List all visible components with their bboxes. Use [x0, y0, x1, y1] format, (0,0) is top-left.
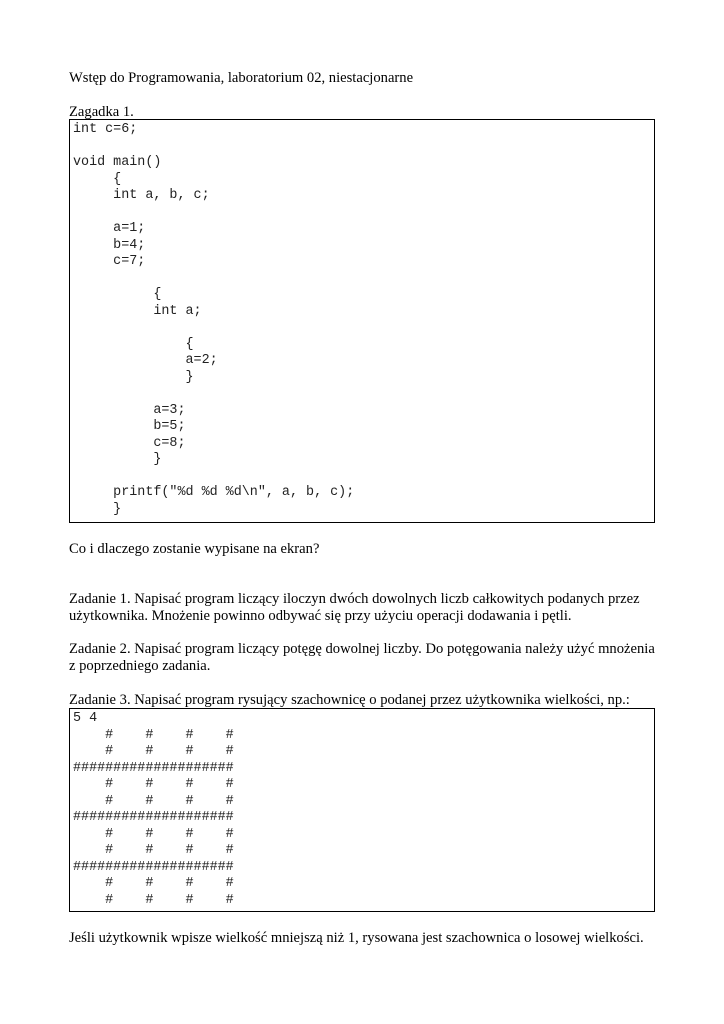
- riddle-label: Zagadka 1.: [69, 104, 134, 120]
- riddle-question: Co i dlaczego zostanie wypisane na ekran?: [69, 541, 320, 557]
- task-3: Zadanie 3. Napisać program rysujący szachownicę o podanej przez użytkownika wielkości, np.:: [69, 692, 630, 708]
- board-example: 5 4 # # # # # # # # #################### # # # # # # # # #################### # # # # # # # # #################### # # # # # # # #: [73, 711, 234, 908]
- task-1: Zadanie 1. Napisać program liczący iloczyn dwóch dowolnych liczb całkowitych podanych przez użytkownika. Mnożenie powinno odbywać się przy użyciu operacji dodawania i pętli.: [69, 591, 640, 624]
- riddle-code: int c=6; void main() { int a, b, c; a=1; b=4; c=7; { int a; { a=2; } a=3; b=5; c=8; } printf("%d %d %d\n", a, b, c); }: [73, 122, 355, 517]
- riddle-code-box: [69, 119, 655, 523]
- task-2: Zadanie 2. Napisać program liczący potęgę dowolnej liczby. Do potęgowania należy użyć mnożenia z poprzedniego zadania.: [69, 641, 655, 674]
- footer-note: Jeśli użytkownik wpisze wielkość mniejszą niż 1, rysowana jest szachownica o losowej wielkości.: [69, 930, 644, 946]
- board-example-box: [69, 708, 655, 912]
- document-title: Wstęp do Programowania, laboratorium 02, niestacjonarne: [69, 70, 414, 86]
